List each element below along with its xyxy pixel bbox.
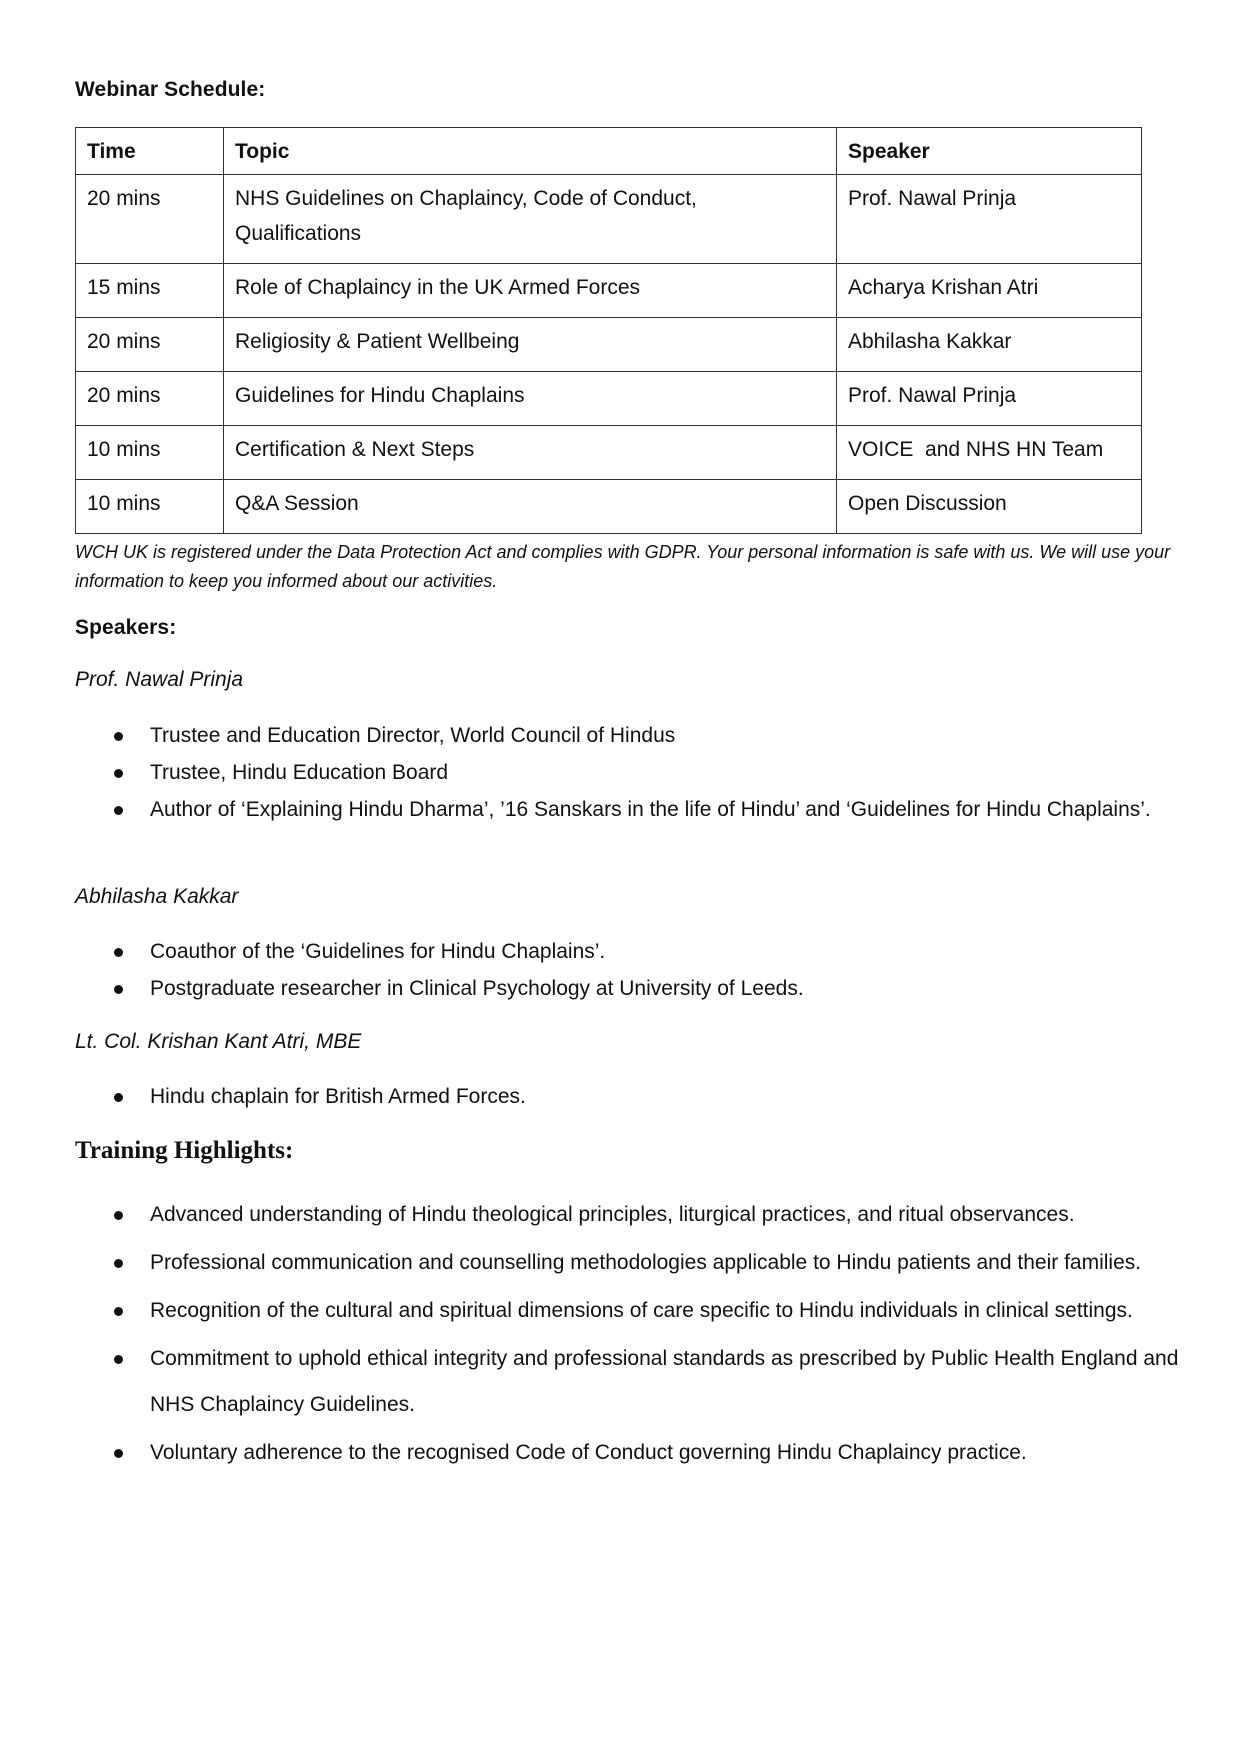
privacy-note: WCH UK is registered under the Data Protection Act and complies with GDPR. Your personal information is safe with us. We will use your information to keep you informed about our activities. — [75, 542, 1171, 591]
list-item-text: Advanced understanding of Hindu theological principles, liturgical practices, and ritual observances. — [150, 1203, 1075, 1226]
table-row — [76, 318, 1142, 372]
training-highlights-heading: Training Highlights: — [75, 1137, 294, 1164]
cell-topic: Guidelines for Hindu Chaplains — [224, 372, 837, 426]
bullet-icon — [114, 948, 123, 957]
cell-time: 20 mins — [76, 175, 224, 264]
list-item — [75, 1336, 1200, 1428]
list-item-text: Professional communication and counselling methodologies applicable to Hindu patients and their families. — [150, 1251, 1142, 1274]
cell-time: 10 mins — [76, 480, 224, 534]
table-row — [76, 426, 1142, 480]
list-item-text: Postgraduate researcher in Clinical Psychology at University of Leeds. — [150, 977, 804, 1000]
schedule-table — [75, 127, 1142, 534]
training-highlights-list — [75, 1192, 1179, 1478]
cell-time: 10 mins — [76, 426, 224, 480]
cell-speaker: Prof. Nawal Prinja — [837, 175, 1142, 264]
speaker-bio-list — [75, 933, 1155, 1007]
cell-topic: NHS Guidelines on Chaplaincy, Code of Conduct, Qualifications — [224, 175, 837, 264]
cell-speaker: Prof. Nawal Prinja — [837, 372, 1142, 426]
list-item — [75, 970, 1155, 1007]
cell-topic: Q&A Session — [224, 480, 837, 534]
list-item — [75, 754, 1155, 791]
schedule-heading: Webinar Schedule: — [75, 78, 266, 101]
bullet-icon — [114, 1259, 123, 1268]
column-header-speaker: Speaker — [837, 128, 1142, 175]
bullet-icon — [114, 806, 123, 815]
table-header-row — [76, 128, 1142, 175]
cell-time: 15 mins — [76, 264, 224, 318]
cell-topic: Role of Chaplaincy in the UK Armed Forces — [224, 264, 837, 318]
bullet-icon — [114, 1211, 123, 1220]
cell-topic: Religiosity & Patient Wellbeing — [224, 318, 837, 372]
table-row — [76, 372, 1142, 426]
table-row — [76, 264, 1142, 318]
bullet-icon — [114, 1355, 123, 1364]
list-item — [75, 1240, 1230, 1286]
bullet-icon — [114, 985, 123, 994]
list-item — [75, 791, 1170, 828]
column-header-topic: Topic — [224, 128, 837, 175]
speakers-heading: Speakers: — [75, 616, 177, 639]
list-item-text: Trustee, Hindu Education Board — [150, 761, 449, 784]
bullet-icon — [114, 732, 123, 741]
cell-speaker: Acharya Krishan Atri — [837, 264, 1142, 318]
list-item — [75, 1078, 1155, 1115]
list-item — [75, 1430, 1241, 1476]
cell-time: 20 mins — [76, 372, 224, 426]
cell-speaker: Abhilasha Kakkar — [837, 318, 1142, 372]
cell-time: 20 mins — [76, 318, 224, 372]
list-item — [75, 717, 1155, 754]
speaker-name: Lt. Col. Krishan Kant Atri, MBE — [75, 1030, 362, 1053]
bullet-icon — [114, 769, 123, 778]
list-item — [75, 1192, 1145, 1238]
list-item — [75, 1288, 1190, 1334]
list-item-text: Author of ‘Explaining Hindu Dharma’, ’16 Sanskars in the life of Hindu’ and ‘Guidelines for Hindu Chaplains’. — [150, 798, 1151, 821]
list-item-text: Commitment to uphold ethical integrity and professional standards as prescribed by Public Health England and NHS Chaplaincy Guidelines. — [150, 1347, 1179, 1416]
list-item-text: Hindu chaplain for British Armed Forces. — [150, 1085, 526, 1108]
bullet-icon — [114, 1449, 123, 1458]
cell-speaker: VOICE and NHS HN Team — [837, 426, 1142, 480]
list-item-text: Trustee and Education Director, World Council of Hindus — [150, 724, 676, 747]
cell-speaker: Open Discussion — [837, 480, 1142, 534]
list-item — [75, 933, 1155, 970]
speaker-name: Prof. Nawal Prinja — [75, 668, 244, 691]
cell-topic: Certification & Next Steps — [224, 426, 837, 480]
speaker-bio-list — [75, 1078, 1155, 1115]
bullet-icon — [114, 1093, 123, 1102]
speaker-bio-list — [75, 717, 1155, 828]
table-row — [76, 480, 1142, 534]
bullet-icon — [114, 1307, 123, 1316]
list-item-text: Coauthor of the ‘Guidelines for Hindu Chaplains’. — [150, 940, 606, 963]
speaker-name: Abhilasha Kakkar — [75, 885, 239, 908]
column-header-time: Time — [76, 128, 224, 175]
table-row — [76, 175, 1142, 264]
list-item-text: Voluntary adherence to the recognised Code of Conduct governing Hindu Chaplaincy practice. — [150, 1441, 1027, 1464]
list-item-text: Recognition of the cultural and spiritual dimensions of care specific to Hindu individuals in clinical settings. — [150, 1299, 1133, 1322]
